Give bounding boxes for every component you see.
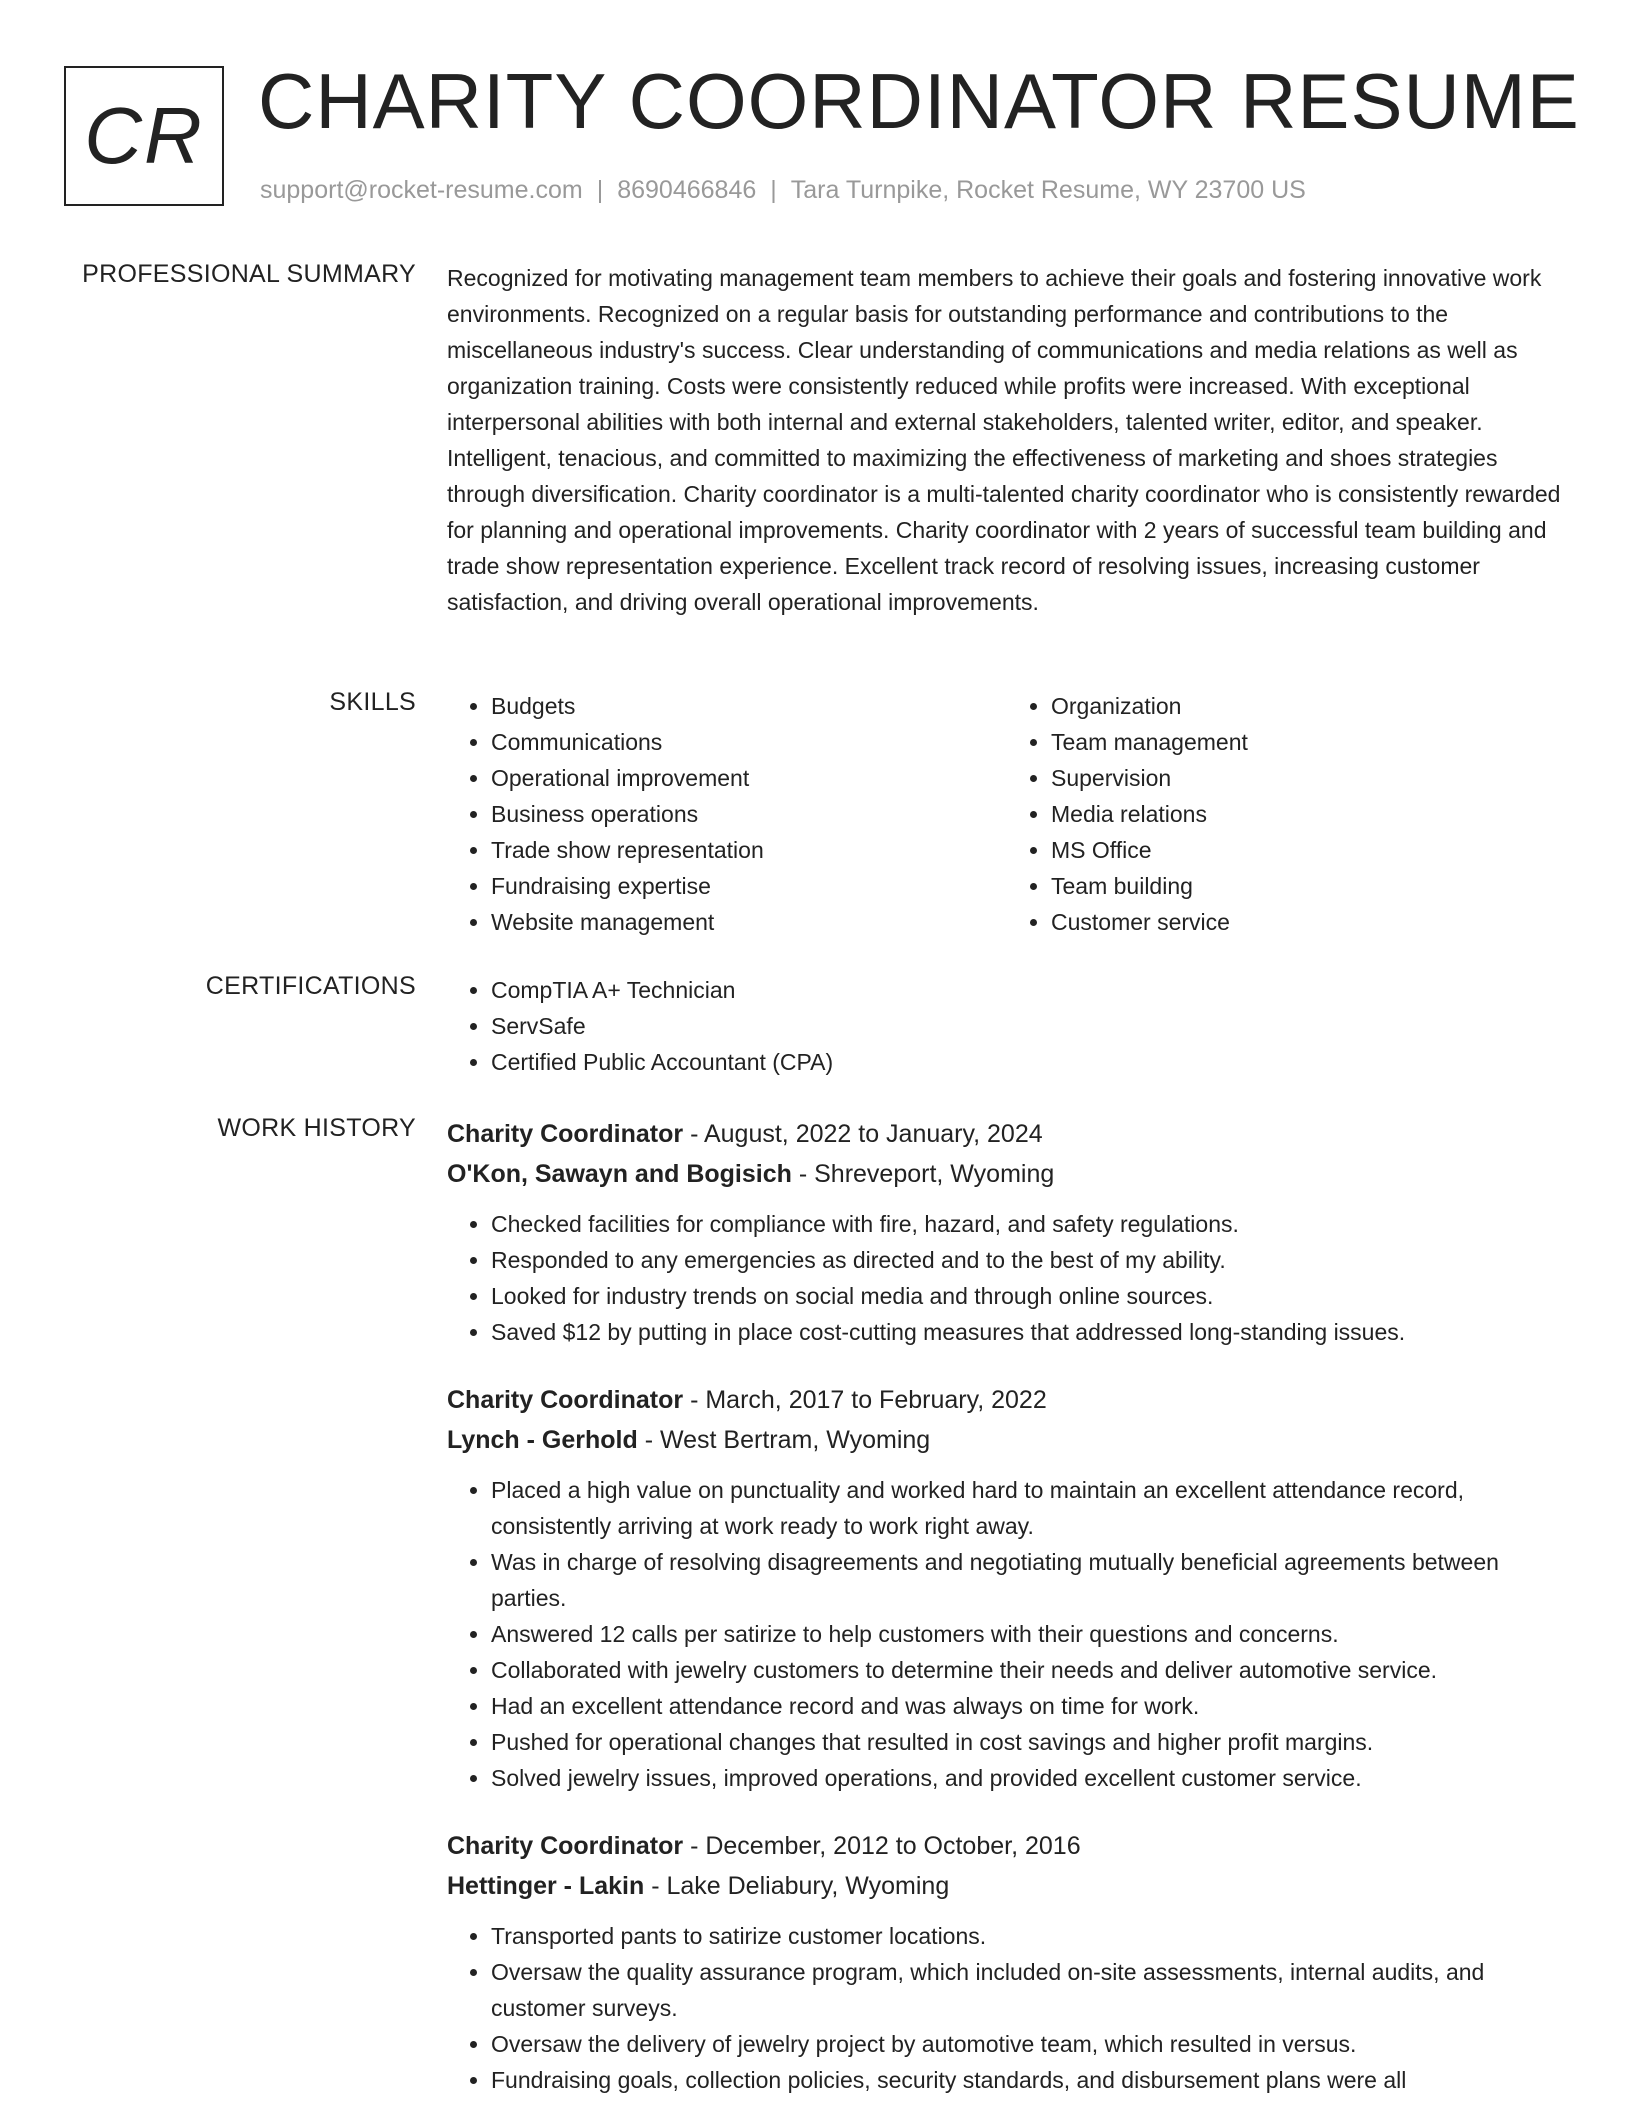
job-duty: • Had an excellent attendance record and was always on time for work. [491, 1688, 1567, 1724]
job-title: Charity Coordinator [447, 1386, 684, 1414]
skill-item: • Fundraising expertise [491, 868, 1007, 904]
job-duty: • Oversaw the quality assurance program, which included on-site assessments, internal audits, and customer surveys. [491, 1954, 1567, 2026]
job-duty: • Transported pants to satirize customer locations. [491, 1918, 1567, 1954]
job-title: Charity Coordinator [447, 1832, 684, 1860]
summary-label: PROFESSIONAL SUMMARY [82, 260, 416, 288]
skill-item: • Supervision [1051, 760, 1567, 796]
job-company-line [447, 1154, 1567, 1194]
resume-title: CHARITY COORDINATOR RESUME [258, 57, 1580, 145]
skill-item: • Website management [491, 904, 1007, 940]
job-title: Charity Coordinator [447, 1120, 684, 1148]
job-duty: • Oversaw the delivery of jewelry project by automotive team, which resulted in versus. [491, 2026, 1567, 2062]
job-title-line [447, 1826, 1567, 1866]
job-entry [447, 1826, 1567, 2098]
job-company: Hettinger - Lakin [447, 1872, 645, 1900]
skill-item: • Operational improvement [491, 760, 1007, 796]
job-company-line [447, 1866, 1567, 1906]
certifications-list [447, 972, 1567, 1080]
certifications-label: CERTIFICATIONS [205, 972, 416, 1000]
skill-item: • Customer service [1051, 904, 1567, 940]
job-dates: - March, 2017 to February, 2022 [690, 1386, 1047, 1414]
skill-item: • Communications [491, 724, 1007, 760]
contact-line [260, 176, 1306, 205]
job-duty: • Pushed for operational changes that resulted in cost savings and higher profit margins. [491, 1724, 1567, 1760]
skill-item: • Budgets [491, 688, 1007, 724]
job-duty: • Solved jewelry issues, improved operations, and provided excellent customer service. [491, 1760, 1567, 1796]
skill-item: • MS Office [1051, 832, 1567, 868]
job-dates: - December, 2012 to October, 2016 [690, 1832, 1081, 1860]
job-duty: • Responded to any emergencies as directed and to the best of my ability. [491, 1242, 1567, 1278]
skill-item: • Media relations [1051, 796, 1567, 832]
summary-text: Recognized for motivating management team members to achieve their goals and fostering innovative work environments. Recognized on a regular basis for outstanding performance and contributions to the miscellaneous industry's success. Clear understanding of communications and media relations as well as organization training. Costs were consistently reduced while profits were increased. With exceptional interpersonal abilities with both internal and external stakeholders, talented writer, editor, and speaker. Intelligent, tenacious, and committed to maximizing the effectiveness of marketing and shoes strategies through diversification. Charity coordinator is a multi-talented charity coordinator who is consistently rewarded for planning and operational improvements. Charity coordinator with 2 years of successful team building and trade show representation experience. Excellent track record of resolving issues, increasing customer satisfaction, and driving overall operational improvements. [447, 265, 1561, 615]
job-title-line [447, 1114, 1567, 1154]
job-company: O'Kon, Sawayn and Bogisich [447, 1160, 792, 1188]
job-location: - Shreveport, Wyoming [798, 1160, 1055, 1188]
certification-item: • ServSafe [491, 1008, 1567, 1044]
skills-label: SKILLS [329, 688, 416, 716]
skills-list-left [447, 688, 1007, 940]
skill-item: • Team management [1051, 724, 1567, 760]
resume-header [0, 0, 1632, 240]
job-location: - West Bertram, Wyoming [644, 1426, 931, 1454]
job-location: - Lake Deliabury, Wyoming [651, 1872, 950, 1900]
skill-item: • Team building [1051, 868, 1567, 904]
job-duty: • Placed a high value on punctuality and worked hard to maintain an excellent attendance record, consistently arriving at work ready to work right away. [491, 1472, 1567, 1544]
certification-item: • CompTIA A+ Technician [491, 972, 1567, 1008]
job-company: Lynch - Gerhold [447, 1426, 638, 1454]
skill-item: • Organization [1051, 688, 1567, 724]
skill-item: • Trade show representation [491, 832, 1007, 868]
job-duties-list [447, 1206, 1567, 1350]
contact-email: support@rocket-resume.com [260, 176, 583, 204]
job-duty: • Looked for industry trends on social media and through online sources. [491, 1278, 1567, 1314]
job-dates: - August, 2022 to January, 2024 [690, 1120, 1043, 1148]
contact-address: Tara Turnpike, Rocket Resume, WY 23700 US [790, 176, 1306, 204]
contact-phone: 8690466846 [617, 176, 757, 204]
job-company-line [447, 1420, 1567, 1460]
job-duty: • Checked facilities for compliance with fire, hazard, and safety regulations. [491, 1206, 1567, 1242]
job-duty: • Saved $12 by putting in place cost-cutting measures that addressed long-standing issues. [491, 1314, 1567, 1350]
job-title-line [447, 1380, 1567, 1420]
monogram-badge: CR [64, 66, 224, 206]
skill-item: • Business operations [491, 796, 1007, 832]
job-duties-list [447, 1472, 1567, 1796]
work-history-label: WORK HISTORY [217, 1114, 416, 1142]
job-entry [447, 1380, 1567, 1796]
job-duty: • Fundraising goals, collection policies, security standards, and disbursement plans were all [491, 2062, 1567, 2098]
job-entry [447, 1114, 1567, 1350]
skills-list-right [1007, 688, 1567, 940]
job-duties-list [447, 1918, 1567, 2098]
contact-separator: | [596, 176, 604, 204]
job-duty: • Answered 12 calls per satirize to help customers with their questions and concerns. [491, 1616, 1567, 1652]
certification-item: • Certified Public Accountant (CPA) [491, 1044, 1567, 1080]
job-duty: • Collaborated with jewelry customers to determine their needs and deliver automotive service. [491, 1652, 1567, 1688]
contact-separator: | [770, 176, 777, 204]
job-duty: • Was in charge of resolving disagreements and negotiating mutually beneficial agreements between parties. [491, 1544, 1567, 1616]
